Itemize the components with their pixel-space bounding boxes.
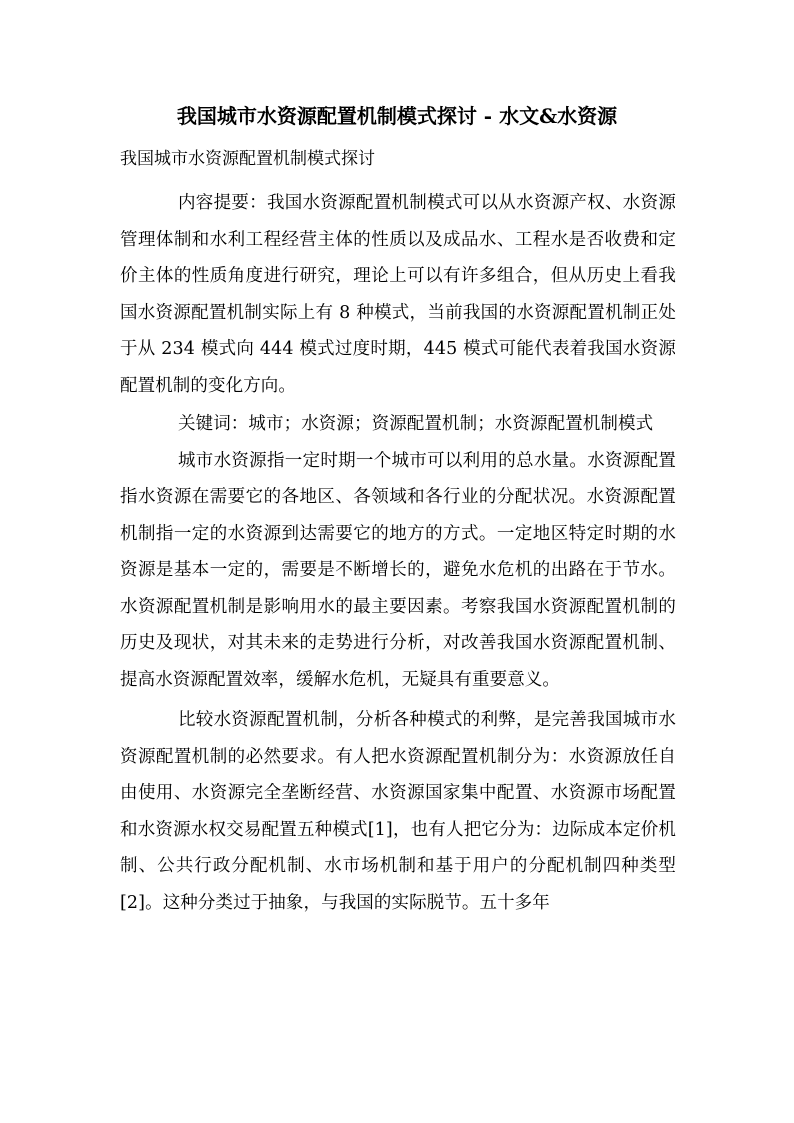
keywords-paragraph: 关键词：城市；水资源；资源配置机制；水资源配置机制模式 bbox=[178, 414, 654, 434]
document-body bbox=[120, 185, 676, 921]
document-subtitle: 我国城市水资源配置机制模式探讨 bbox=[120, 149, 375, 169]
body-paragraph: 城市水资源指一定时期一个城市可以利用的总水量。水资源配置指水资源在需要它的各地区、各领域和各行业的分配状况。水资源配置机制指一定的水资源到达需要它的地方的方式。一定地区特定时期的水资源是基本一定的，需要是不断增长的，避免水危机的出路在于节水。水资源配置机制是影响用水的最主要因素。考察我国水资源配置机制的历史及现状，对其未来的走势进行分析，对改善我国水资源配置机制、提高水资源配置效率，缓解水危机，无疑具有重要意义。 bbox=[120, 450, 676, 690]
abstract-paragraph: 内容提要：我国水资源配置机制模式可以从水资源产权、水资源管理体制和水利工程经营主体的性质以及成品水、工程水是否收费和定价主体的性质角度进行研究，理论上可以有许多组合，但从历史上看我国水资源配置机制实际上有 8 种模式，当前我国的水资源配置机制正处于从 234 模式向 444 模式过度时期，445 模式可能代表着我国水资源配置机制的变化方向。 bbox=[120, 193, 676, 396]
body-paragraph: 比较水资源配置机制，分析各种模式的利弊，是完善我国城市水资源配置机制的必然要求。有人把水资源配置机制分为：水资源放任自由使用、水资源完全垄断经营、水资源国家集中配置、水资源市场配置和水资源水权交易配置五种模式[1]，也有人把它分为：边际成本定价机制、公共行政分配机制、水市场机制和基于用户的分配机制四种类型[2]。这种分类过于抽象，与我国的实际脱节。五十多年 bbox=[120, 710, 676, 913]
document-title: 我国城市水资源配置机制模式探讨 - 水文&水资源 bbox=[176, 104, 618, 128]
